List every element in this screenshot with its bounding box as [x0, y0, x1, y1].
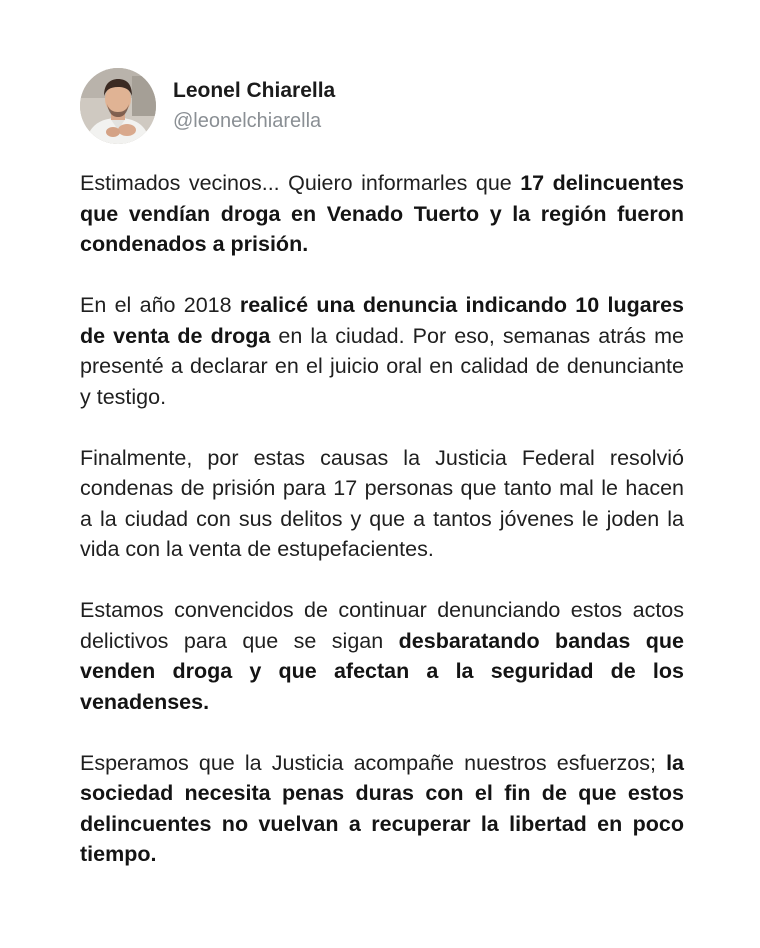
tweet-paragraph [80, 595, 684, 717]
profile-names [173, 78, 335, 134]
tweet-header [80, 68, 335, 144]
tweet-bold-span: realicé una denuncia indicando 10 lugares de venta de droga [80, 293, 684, 348]
tweet-text-span: Esperamos que la Justicia acompañe nuestros esfuerzos; [80, 750, 667, 775]
avatar[interactable] [80, 68, 156, 144]
tweet-text-span: Finalmente, por estas causas la Justicia Federal resolvió condenas de prisión para 17 personas que tanto mal le hacen a la ciudad con sus delitos y que a tantos jóvenes le joden la vida con la venta de estupefacientes. [80, 445, 684, 561]
profile-name[interactable]: Leonel Chiarella [173, 79, 336, 102]
tweet-text-span: Estimados vecinos... Quiero informarles que [80, 171, 521, 195]
tweet-bold-span: la sociedad necesita penas duras con el fin de que estos delincuentes no vuelvan a recuperar la libertad en poco tiempo. [80, 750, 684, 866]
tweet-paragraph [80, 290, 684, 412]
tweet-bold-span: desbaratando bandas que venden droga y que afectan a la seguridad de los venadenses. [80, 628, 684, 714]
tweet-bold-span: 17 delincuentes que vendían droga en Venado Tuerto y la región fueron condenados a prisión. [80, 171, 684, 256]
tweet-body [80, 168, 684, 870]
person-photo-icon [80, 68, 156, 144]
tweet-text-span: en la ciudad. Por eso, semanas atrás me presenté a declarar en el juicio oral en calidad de denunciante y testigo. [80, 323, 684, 409]
tweet-text-span: Estamos convencidos de continuar denunciando estos actos delictivos para que se sigan [80, 598, 684, 653]
tweet-text-span: En el año 2018 [80, 293, 240, 317]
profile-handle[interactable]: @leonelchiarella [173, 110, 322, 132]
tweet-paragraph [80, 443, 684, 565]
tweet-paragraph [80, 748, 684, 870]
tweet-paragraph [80, 168, 684, 260]
